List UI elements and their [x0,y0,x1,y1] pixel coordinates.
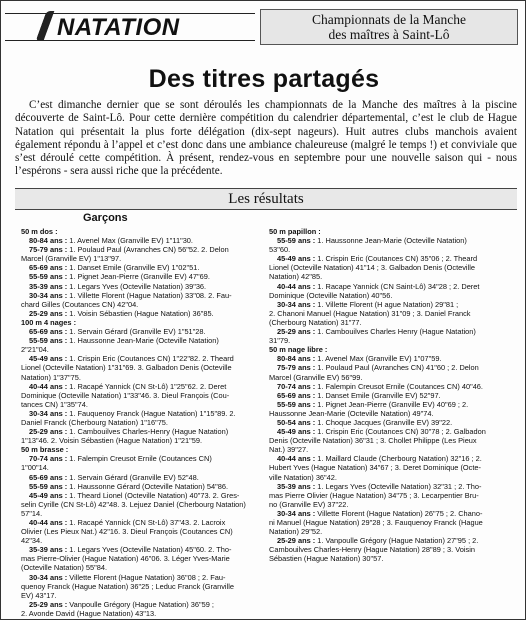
result-line [21,272,263,281]
result-line [21,336,263,345]
result-line [21,491,263,500]
result-line [269,527,509,536]
result-line [21,363,263,372]
result-text: selin Cyrille (CN St-Lô) 42"48. 3. Lejuez Daniel (Cherbourg Natation) [21,499,246,509]
result-line [21,354,263,363]
result-line [21,373,263,382]
age-group: 65-69 ans : [29,263,68,273]
result-line [21,609,263,618]
age-group: 65-69 ans : [277,390,316,400]
result-text: ni Manuel (Hague Natation) 29"28 ; 3. Fauquenoy Franck (Hague [269,518,483,527]
result-text: 1. Villette Florent (H ague Natation) 29"81 ; [315,299,459,309]
result-line [269,427,509,436]
result-text: Cambouilves Charles-Henry (Hague Natation) 28"89 ; 3. Voisin [269,545,475,555]
result-text: 1. Haussonne Jean-Marie (Octeville Natation) [67,336,219,346]
result-text: Lionel (Octeville Natation) 41"14 ; 3. Galbadon Denis (Octeville [269,263,475,273]
result-text: Villette Florent (Hague Natation) 36"08 ; 2. Fau- [67,572,226,582]
section-logo [5,9,255,47]
event-box [260,9,518,45]
result-line [269,536,509,545]
result-line [21,527,263,536]
result-text: 2"21"04. [21,345,49,355]
result-text: ville Natation) 36"42. [269,472,337,482]
age-group: 65-69 ans : [29,472,68,482]
result-line [21,409,263,418]
event-heading [21,445,263,454]
result-line [269,300,509,309]
result-text: Hubert Yves (Hague Natation) 34"67 ; 3. Deret Dominique (Octe- [269,463,481,473]
result-line [269,236,509,245]
result-text: 1. Servain Gérard (Granville EV) 1"51"28. [67,327,206,337]
result-line [269,554,509,563]
result-line [269,373,509,382]
result-text: 53"60. [269,245,291,255]
result-text: 1. Crispin Eric (Coutances CN) 30"78 ; 2. Galbadon [315,427,486,437]
result-line [21,500,263,509]
age-group: 55-59 ans : [277,399,316,409]
result-line [21,463,263,472]
result-line [269,482,509,491]
age-group: 40-44 ans : [277,454,316,464]
result-line [269,382,509,391]
result-line [21,236,263,245]
result-line [21,600,263,609]
result-text: Marcel (Granville EV) 56"99. [269,372,363,382]
result-text: Lionel (Octeville Natation) 1"31"69. 3. Galbadon Denis (Octeville [21,363,232,373]
result-text: 1. Racapé Yannick (CN St-Lô) 1"25"62. 2. Deret [67,381,227,391]
result-line [21,591,263,600]
result-text: 1. Danset Emile (Granville EV) 52"97. [315,390,441,400]
result-line [21,518,263,527]
section-name: NATATION [57,14,180,41]
result-text: 1. Cambouilves Charles Henry (Hague Natation) [315,327,476,337]
result-line [21,554,263,563]
result-line [269,545,509,554]
result-line [269,491,509,500]
result-line [21,400,263,409]
event-heading-text: 50 m dos : [21,227,58,236]
age-group: 80-84 ans : [277,354,316,364]
result-text: Villette Florent (Hague Natation) 26"75 ; 2. Chano- [315,508,483,518]
result-line [269,263,509,272]
result-text: mas Pierre-Olivier (Hague Natation) 46"06. 3. Léger Yves-Marie [21,554,230,564]
result-text: Vanpoulle Grégory (Hague Natation) 36"59 ; [67,599,214,609]
result-text: 1. Falempin Creusot Ernile (Coutances CN) 40"46. [315,381,483,391]
age-group: 25-29 ans : [29,427,68,437]
result-line [21,509,263,518]
result-line [269,518,509,527]
result-line [21,436,263,445]
age-group: 65-69 ans : [29,327,68,337]
result-text: (Octeville Natation) 55"84. [21,563,108,573]
result-line [21,382,263,391]
result-text: Nat.) 39"27. [269,445,309,455]
category-heading: Garçons [83,212,128,224]
event-heading [21,318,263,327]
result-text: 1. Avenel Max (Granville EV) 1"11"30. [67,236,193,246]
result-text: (Cherbourg Natation) 31"77. [269,317,362,327]
age-group: 35-39 ans : [29,545,68,555]
result-line [269,354,509,363]
result-line [269,327,509,336]
result-text: no (Granville EV) 37"22. [269,499,349,509]
age-group: 40-44 ans : [29,381,68,391]
age-group: 45-49 ans : [29,354,68,364]
result-line [21,573,263,582]
event-heading-text: 50 m nage libre : [269,345,328,355]
result-text: Denis (Octeville Natation) 36"31 ; 3. Chollet Philippe (Les Pieux [269,436,477,446]
result-line [269,254,509,263]
result-line [21,245,263,254]
result-text: 2. Chanoni Manuel (Hague Natation) 31"09 ; 3. Daniel Franck [269,308,471,318]
age-group: 30-34 ans : [29,290,68,300]
result-text: 31"79. [269,336,291,346]
event-heading-text: 100 m 4 nages : [21,317,77,327]
result-line [21,391,263,400]
result-text: 1. Choque Jacques (Granville EV) 39"22. [315,417,453,427]
result-line [269,418,509,427]
result-text: Natation) 42"85. [269,272,323,282]
result-text: 1. Haussonne Jean-Marie (Octeville Natation) [315,236,467,246]
result-line [269,272,509,281]
result-text: 1. Theard Lionel (Octeville Natation) 40"73. 2. Gres- [67,490,240,500]
age-group: 25-29 ans : [277,536,316,546]
result-line [21,482,263,491]
result-text: 1. Cambouilves Charles-Henry (Hague Natation) [67,427,229,437]
result-text: 1. Avenel Max (Granville EV) 1"07"59. [315,354,442,364]
result-line [21,473,263,482]
age-group: 30-34 ans : [277,299,316,309]
age-group: 45-49 ans : [277,254,316,264]
result-text: 1. Falempin Creusot Ernile (Coutances CN) [67,454,212,464]
result-line [269,282,509,291]
age-group: 40-44 ans : [277,281,316,291]
result-text: 1. Servain Gérard (Granville EV) 52"48. [67,472,199,482]
result-text: Daniel Franck (Cherbourg Natation) 1"16"75. [21,417,168,427]
result-line [269,473,509,482]
result-text: 1"13"46. 2. Voisin Sébastien (Hague Natation) 1"21"59. [21,436,203,446]
result-text: mas Pierre Olivier (Hague Natation) 34"75 ; 3. Lecarpentier Bru- [269,490,479,500]
event-heading-text: 50 m brasse : [21,445,69,455]
age-group: 30-34 ans : [277,508,316,518]
result-text: 1. Racapé Yannick (CN St-Lô) 37"43. 2. Lacroix [67,518,226,527]
result-line [21,582,263,591]
event-line-1: Championnats de la Manche [311,12,467,27]
result-line [269,363,509,372]
result-text: 1. Pignet Jean-Pierre (Granville EV) 40"69 ; 2. [315,399,469,409]
result-line [21,300,263,309]
result-text: Olivier (Les Pieux Nat.) 42"16. 3. Dieul François (Coutances CN) [21,527,233,537]
article-title: Des titres partagés [148,65,380,93]
result-line [21,345,263,354]
result-line [21,254,263,263]
result-text: 1. Pignet Jean-Pierre (Granville EV) 47"69. [67,272,210,282]
result-text: 2. Avonde David (Hague Natation) 43"13. [21,608,157,618]
result-text: 1. Legars Yves (Octeville Natation) 32"31 ; 2. Tho- [315,481,482,491]
age-group: 25-29 ans : [277,327,316,337]
result-line [269,336,509,345]
result-line [21,454,263,463]
result-line [21,418,263,427]
result-text: 1. Crispin Eric (Coutances CN) 1"22"82. 2. Theard [67,354,234,364]
result-text: 1. Racape Yannick (CN Saint-Lô) 34"28 ; 2. Deret [315,281,480,291]
result-line [21,563,263,572]
result-text: tances CN) 1"35"74. [21,399,88,409]
result-line [269,291,509,300]
result-text: 1. Maillard Claude (Cherbourg Natation) 32"16 ; 2. [315,454,482,464]
age-group: 55-59 ans : [29,336,68,346]
result-line [269,309,509,318]
result-text: Haussonne Jean-Marie (Octeville Natation) 49"74. [269,408,434,418]
age-group: 70-74 ans : [277,381,316,391]
article-intro: C’est dimanche dernier que se sont déroulés les championnats de la Manche des maîtres à la piscine découverte de Saint-Lô. Pour cette dernière compétition du calendrier départemental, c’est le club de Hague Natation qui présentait la plus forte délégation (dix-sept nageurs). Huit autres clubs manchois avaient également répondu à l’appel et c’est donc dans une ambiance chaleureuse (malgré le temps !) et conviviale que s’est déroulé cette compétition. À présent, rendez-vous en septembre pour une nouvelle saison qui - nous l’espérons - sera aussi riche que la précédente. [15,99,517,178]
result-text: Natation) 1"37"75. [21,372,81,382]
result-line [269,400,509,409]
age-group: 45-49 ans : [277,427,316,437]
event-line-2: des maîtres à Saint-Lô [328,27,450,42]
result-text: 1. Haussonne Gérard (Octeville Natation) 54"86. [67,481,229,491]
result-line [269,509,509,518]
event-heading [21,227,263,236]
result-line [269,318,509,327]
result-line [269,436,509,445]
result-text: 1. Voisin Sébastien (Hague Natation) 36"85. [67,308,214,318]
age-group: 55-59 ans : [277,236,316,246]
results-column-left [21,227,263,618]
result-line [269,454,509,463]
result-line [21,263,263,272]
event-heading [269,345,509,354]
age-group: 25-29 ans : [29,599,68,609]
result-line [21,536,263,545]
event-heading [269,227,509,236]
result-text: 1. Legars Yves (Octeville Natation) 39"36. [67,281,207,291]
result-text: 1. Danset Emile (Granville EV) 1"02"51. [67,263,200,273]
age-group: 75-79 ans : [277,363,316,373]
result-text: quenoy Franck (Hague Natation) 36"25 ; Leduc Franck (Granville [21,581,234,591]
result-text: Natation) 29"52. [269,527,323,537]
results-column-right [269,227,509,563]
result-text: EV) 43"17. [21,590,57,600]
result-line [21,291,263,300]
result-line [269,245,509,254]
result-line [21,427,263,436]
result-line [21,282,263,291]
age-group: 50-54 ans : [277,417,316,427]
result-line [269,391,509,400]
result-line [269,500,509,509]
result-text: 1. Fauquenoy Franck (Hague Natation) 1"15"89. 2. [67,408,236,418]
results-heading: Les résultats [15,188,517,210]
result-line [21,545,263,554]
result-text: 1. Vanpoulle Grégory (Hague Natation) 27"95 ; 2. [315,536,479,546]
result-line [269,463,509,472]
age-group: 25-29 ans : [29,308,68,318]
age-group: 35-39 ans : [277,481,316,491]
result-text: Marcel (Granville EV) 1"13"97. [21,254,122,264]
result-text: 42"34. [21,536,43,546]
age-group: 55-59 ans : [29,481,68,491]
result-line [21,309,263,318]
age-group: 70-74 ans : [29,454,68,464]
result-text: Dominique (Octeville Natation) 1"33"46. 3. Dieul François (Cou- [21,390,230,400]
result-text: 1. Poulaud Paul (Avranches CN) 41"60 ; 2. Delon [315,363,479,373]
age-group: 45-49 ans : [29,490,68,500]
result-line [269,445,509,454]
age-group: 55-59 ans : [29,272,68,282]
result-text: Dominique (Octeville Natation) 40"56. [269,290,393,300]
age-group: 30-34 ans : [29,572,68,582]
age-group: 35-39 ans : [29,281,68,291]
header [5,9,521,47]
result-text: Sébastien (Hague Natation) 30"57. [269,554,384,564]
result-text: 1. Villette Florent (Hague Natation) 33"08. 2. Fau- [67,290,232,300]
event-heading-text: 50 m papillon : [269,227,321,236]
result-line [21,327,263,336]
result-text: chard Gilles (Coutances CN) 42"04. [21,299,139,309]
age-group: 40-44 ans : [29,518,68,527]
result-text: 1"00"14. [21,463,49,473]
result-text: 1. Legars Yves (Octeville Natation) 45"60. 2. Tho- [67,545,232,555]
result-line [269,409,509,418]
result-text: 57"14. [21,508,43,518]
result-text: 1. Poulaud Paul (Avranches CN) 56"52. 2. Delon [67,245,229,255]
age-group: 75-79 ans : [29,245,68,255]
result-text: 1. Crispin Eric (Coutances CN) 35"06 ; 2. Theard [315,254,478,264]
age-group: 80-84 ans : [29,236,68,246]
age-group: 30-34 ans : [29,408,68,418]
